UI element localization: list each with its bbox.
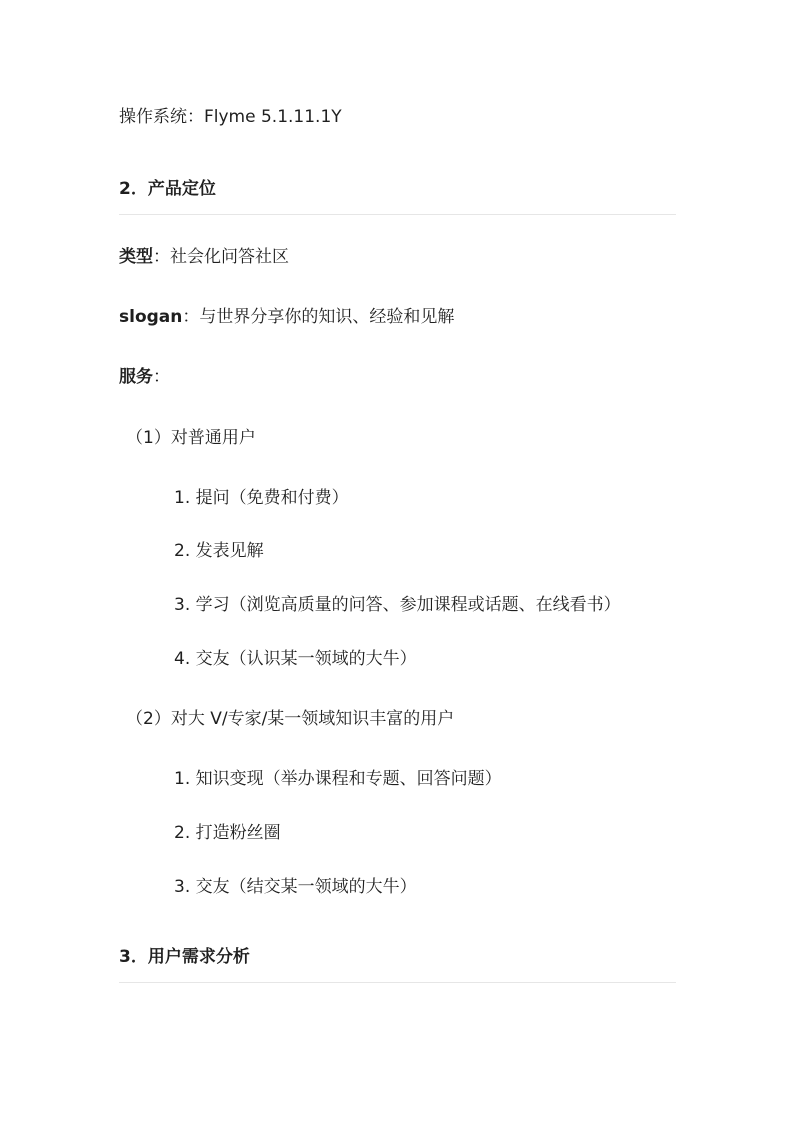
list-item: 3. 交友（结交某一领域的大牛） [174, 877, 417, 897]
list-item: 2. 发表见解 [174, 541, 264, 561]
section-3-heading: 3．用户需求分析 [119, 947, 250, 967]
slogan-separator: ： [182, 307, 200, 327]
type-line [119, 246, 289, 268]
section-3-divider [119, 982, 676, 983]
services-label: 服务 [119, 367, 153, 387]
slogan-value: 与世界分享你的知识、经验和见解 [199, 307, 455, 327]
list-item: 4. 交友（认识某一领域的大牛） [174, 649, 417, 669]
slogan-label: slogan [119, 307, 183, 327]
list-item: 2. 打造粉丝圈 [174, 823, 281, 843]
section-2-heading: 2．产品定位 [119, 179, 216, 199]
list-item: 1. 知识变现（举办课程和专题、回答问题） [174, 769, 502, 789]
type-label: 类型 [119, 247, 153, 267]
slogan-line [119, 306, 454, 328]
group-2-title: （2）对大 V/专家/某一领域知识丰富的用户 [126, 709, 455, 729]
type-value: 社会化问答社区 [170, 247, 289, 267]
list-item: 1. 提问（免费和付费） [174, 488, 349, 508]
services-separator: ： [153, 367, 170, 387]
list-item: 3. 学习（浏览高质量的问答、参加课程或话题、在线看书） [174, 595, 621, 615]
services-line [119, 366, 170, 388]
section-2-divider [119, 214, 676, 215]
os-line: 操作系统：Flyme 5.1.11.1Y [119, 107, 342, 127]
group-1-title: （1）对普通用户 [126, 428, 256, 448]
type-separator: ： [153, 247, 170, 267]
